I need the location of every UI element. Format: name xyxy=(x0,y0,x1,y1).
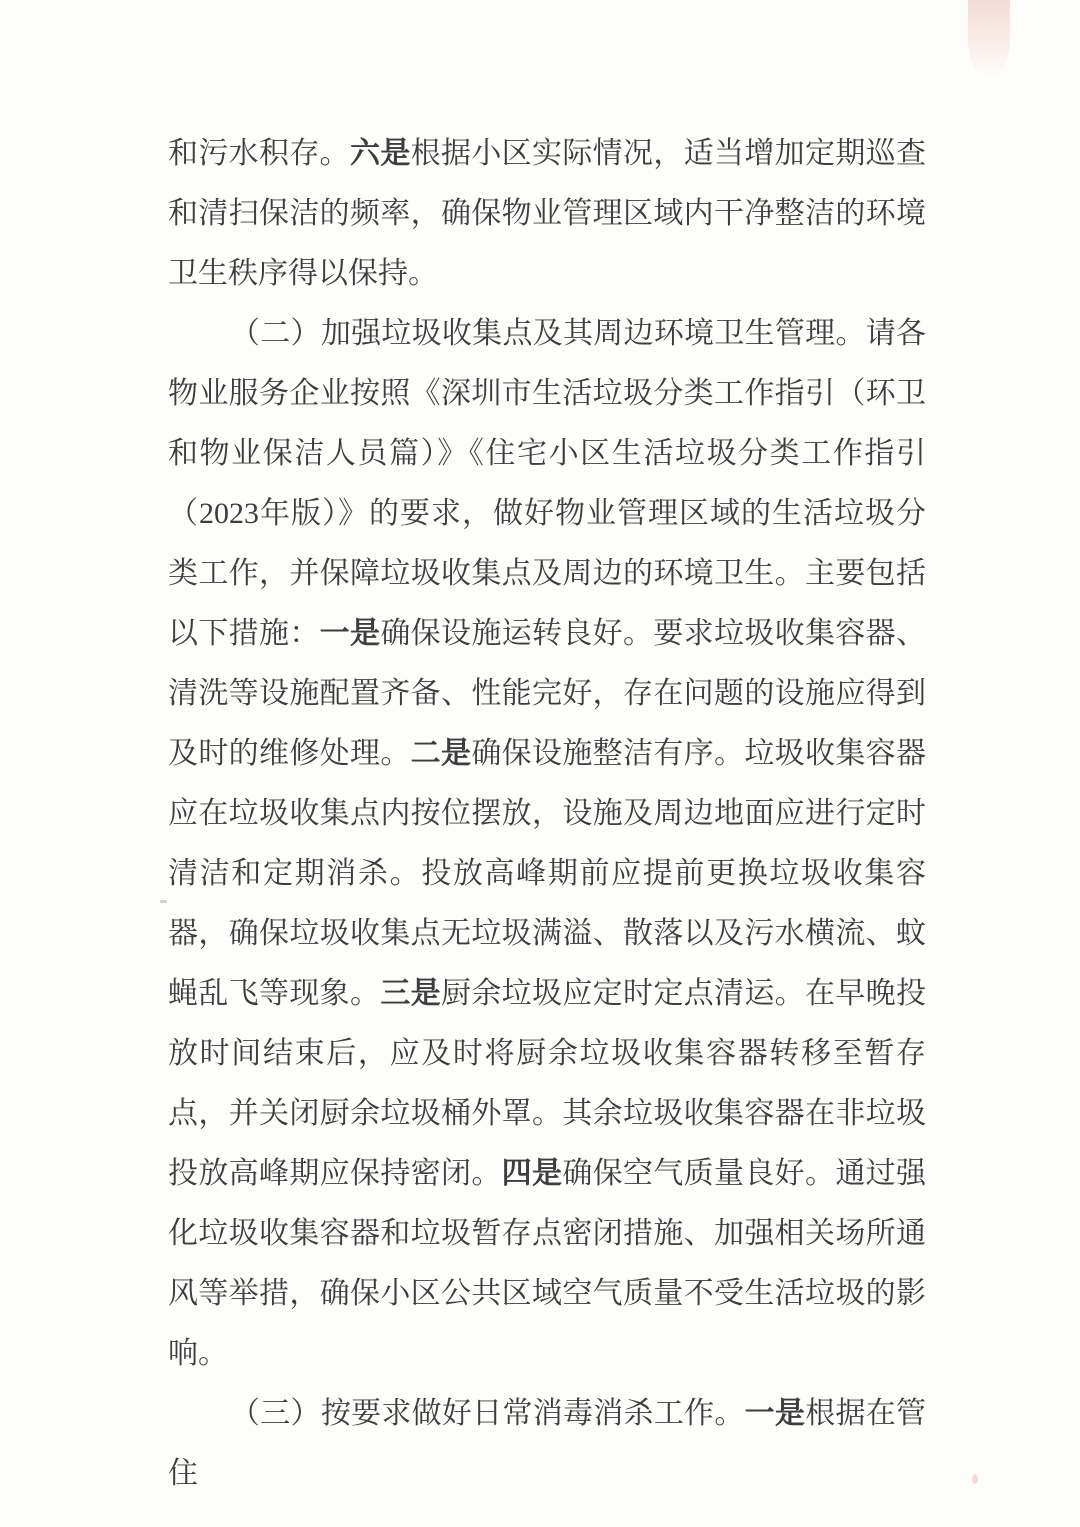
emphasis-run: 一是 xyxy=(744,1397,806,1430)
emphasis-run: 一是 xyxy=(319,617,381,650)
text-run: 确保设施运转良好。要求垃圾收集容器、清洗等设施配置齐备、性能完好，存在问题的设施应得到及时的维修处理。 xyxy=(168,617,927,770)
scan-artifact-left-dash xyxy=(160,900,167,903)
text-run: 根据小区实际情况，适当增加定期巡查和清扫保洁的频率，确保物业管理区域内干净整洁的环境卫生秩序得以保持。 xyxy=(168,137,927,290)
paragraph xyxy=(168,304,926,1384)
text-run: 厨余垃圾应定时定点清运。在早晚投放时间结束后，应及时将厨余垃圾收集容器转移至暂存点，并关闭厨余垃圾桶外罩。其余垃圾收集容器在非垃圾投放高峰期应保持密闭。 xyxy=(168,977,927,1190)
paragraph xyxy=(168,1384,926,1504)
text-run: （三）按要求做好日常消毒消杀工作。 xyxy=(230,1397,745,1430)
scan-artifact-top-right xyxy=(968,0,1010,78)
text-run: 确保设施整洁有序。垃圾收集容器应在垃圾收集点内按位摆放，设施及周边地面应进行定时清洁和定期消杀。投放高峰期前应提前更换垃圾收集容器，确保垃圾收集点无垃圾满溢、散落以及污水横流、蚊蝇乱飞等现象。 xyxy=(168,737,927,1010)
text-run: 和污水积存。 xyxy=(168,137,350,170)
document-body xyxy=(168,124,926,1504)
text-run: 根据在管住 xyxy=(168,1397,927,1490)
text-run: （二）加强垃圾收集点及其周边环境卫生管理。请各物业服务企业按照《深圳市生活垃圾分类工作指引（环卫和物业保洁人员篇）》《住宅小区生活垃圾分类工作指引（2023年版）》的要求，做好物业管理区域的生活垃圾分类工作，并保障垃圾收集点及周边的环境卫生。主要包括以下措施： xyxy=(168,317,926,650)
scan-artifact-bottom-right xyxy=(972,1474,978,1484)
text-run: 确保空气质量良好。通过强化垃圾收集容器和垃圾暂存点密闭措施、加强相关场所通风等举措，确保小区公共区域空气质量不受生活垃圾的影响。 xyxy=(168,1157,927,1370)
emphasis-run: 二是 xyxy=(410,737,472,770)
paragraph xyxy=(168,124,926,304)
emphasis-run: 六是 xyxy=(350,137,411,170)
emphasis-run: 三是 xyxy=(380,977,442,1010)
emphasis-run: 四是 xyxy=(501,1157,563,1190)
